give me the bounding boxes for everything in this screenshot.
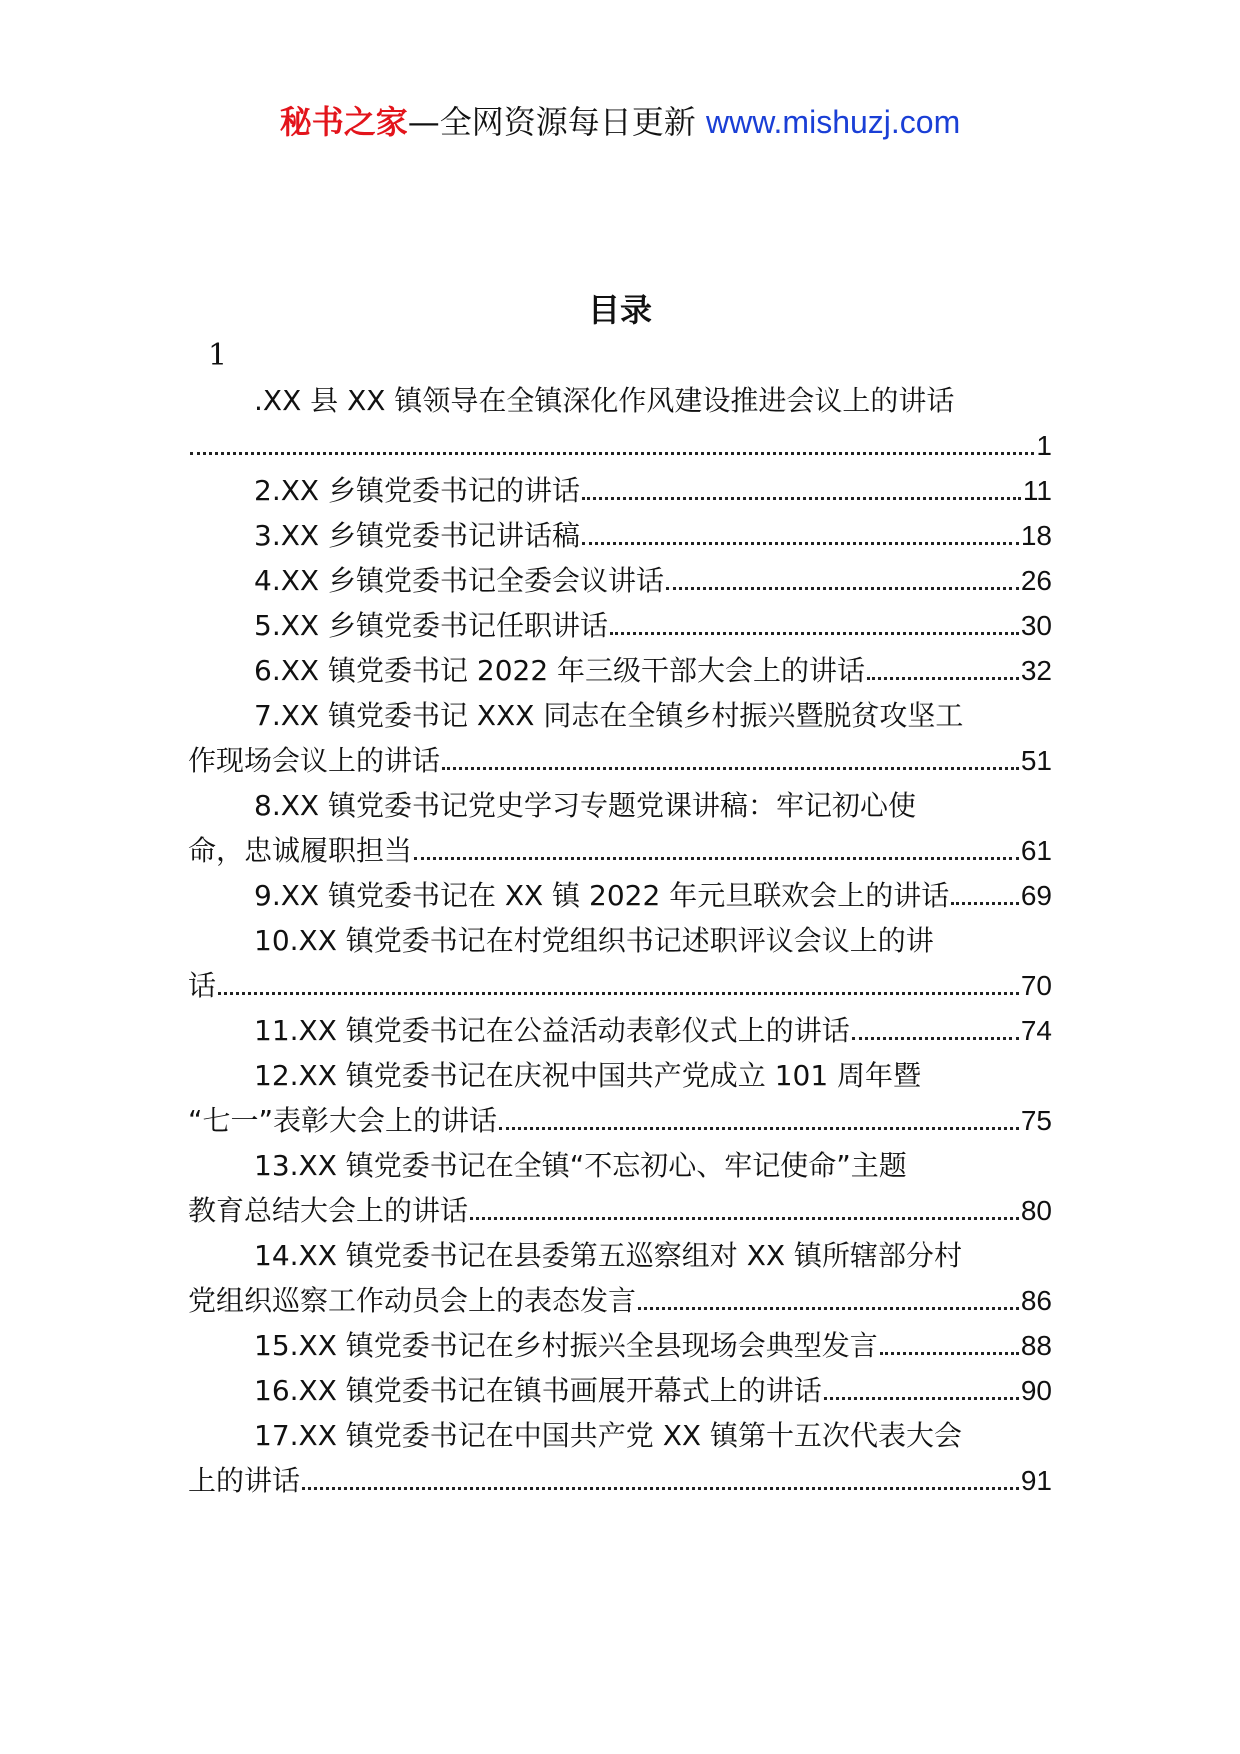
page-title: 目录 [587, 291, 652, 329]
toc-entry-text: 14.XX 镇党委书记在县委第五巡察组对 XX 镇所辖部分村 [254, 1239, 962, 1272]
toc-entry-leader-row [188, 1323, 1052, 1368]
toc-page-number: 74 [1020, 1015, 1052, 1046]
toc-entry[interactable] [188, 1053, 1052, 1143]
toc-entry-leader-row [188, 1188, 1052, 1233]
toc-entry-text: 12.XX 镇党委书记在庆祝中国共产党成立 101 周年暨 [254, 1059, 922, 1092]
toc-entry-leader-row [188, 1278, 1052, 1323]
brand-name: 秘书之家 [279, 103, 408, 141]
toc-entry[interactable] [188, 378, 1052, 468]
header-slogan: —全网资源每日更新 [407, 103, 696, 141]
toc-page-number: 91 [1020, 1465, 1052, 1496]
toc-entry-text: 命，忠诚履职担当 [188, 834, 413, 867]
toc-entry[interactable] [188, 603, 1052, 648]
dot-leader [880, 1352, 1019, 1355]
toc-entry[interactable] [188, 873, 1052, 918]
toc-entry-leader-row [188, 828, 1052, 873]
toc-entry-leader-row [188, 1098, 1052, 1143]
toc-entry[interactable] [188, 1008, 1052, 1053]
toc-entry-leader-row [188, 1458, 1052, 1503]
toc-entry-leader-row [188, 513, 1052, 558]
toc-page-number: 88 [1020, 1330, 1052, 1361]
toc-entry-text: 党组织巡察工作动员会上的表态发言 [188, 1284, 637, 1317]
dot-leader [470, 1217, 1019, 1220]
toc-entries [188, 378, 1052, 1503]
dot-leader [582, 497, 1021, 500]
toc-entry-leader-row [188, 738, 1052, 783]
toc-page-number: 70 [1020, 970, 1052, 1001]
toc-entry[interactable] [188, 783, 1052, 873]
toc-entry[interactable] [188, 1233, 1052, 1323]
dot-leader [190, 452, 1034, 455]
toc-page-number: 51 [1020, 745, 1052, 776]
site-url-link[interactable]: www.mishuzj.com [705, 104, 961, 140]
toc-entry-text: 13.XX 镇党委书记在全镇“不忘初心、牢记使命”主题 [254, 1149, 907, 1182]
toc-page-number: 18 [1020, 520, 1052, 551]
toc-entry-text: 6.XX 镇党委书记 2022 年三级干部大会上的讲话 [254, 654, 866, 687]
toc-entry-text: 教育总结大会上的讲话 [188, 1194, 469, 1227]
dot-leader [442, 767, 1019, 770]
toc-entry-text: 10.XX 镇党委书记在村党组织书记述职评议会议上的讲 [254, 924, 934, 957]
toc-entry-text: .XX 县 XX 镇领导在全镇深化作风建设推进会议上的讲话 [254, 384, 955, 417]
toc-entry-text: 16.XX 镇党委书记在镇书画展开幕式上的讲话 [254, 1374, 822, 1407]
toc-entry-text: 话 [188, 969, 217, 1002]
toc-list-number: 1 [208, 338, 228, 373]
toc-page-number: 30 [1020, 610, 1052, 641]
site-header [0, 100, 1240, 144]
toc-entry-text: 作现场会议上的讲话 [188, 744, 441, 777]
toc-entry[interactable] [188, 1323, 1052, 1368]
toc-entry-text: 3.XX 乡镇党委书记讲话稿 [254, 519, 580, 552]
toc-entry[interactable] [188, 1368, 1052, 1413]
toc-entry[interactable] [188, 1413, 1052, 1503]
toc-entry[interactable] [188, 513, 1052, 558]
dot-leader [218, 992, 1019, 995]
toc-entry-text: 4.XX 乡镇党委书记全委会议讲话 [254, 564, 664, 597]
toc-entry[interactable] [188, 648, 1052, 693]
toc-entry-text: 11.XX 镇党委书记在公益活动表彰仪式上的讲话 [254, 1014, 850, 1047]
toc-page-number: 69 [1020, 880, 1052, 911]
dot-leader [499, 1127, 1019, 1130]
toc-entry[interactable] [188, 468, 1052, 513]
dot-leader [852, 1037, 1019, 1040]
toc-entry-text: 7.XX 镇党委书记 XXX 同志在全镇乡村振兴暨脱贫攻坚工 [254, 699, 964, 732]
toc-entry-leader-row [188, 603, 1052, 648]
toc-page-number: 86 [1020, 1285, 1052, 1316]
toc-entry-leader-row [188, 558, 1052, 603]
toc-entry-leader-row [188, 423, 1052, 468]
dot-leader [867, 677, 1019, 680]
toc-page-number: 80 [1020, 1195, 1052, 1226]
toc-page-number: 26 [1020, 565, 1052, 596]
toc-page-number: 11 [1022, 475, 1052, 506]
toc-page-number: 32 [1020, 655, 1052, 686]
toc-page-number: 1 [1036, 430, 1052, 461]
toc-entry-text: 9.XX 镇党委书记在 XX 镇 2022 年元旦联欢会上的讲话 [254, 879, 950, 912]
toc-entry[interactable] [188, 558, 1052, 603]
toc-page-number: 75 [1020, 1105, 1052, 1136]
toc-entry[interactable] [188, 693, 1052, 783]
toc-entry[interactable] [188, 1143, 1052, 1233]
dot-leader [666, 587, 1019, 590]
toc-entry-leader-row [188, 648, 1052, 693]
toc-page-number: 90 [1020, 1375, 1052, 1406]
dot-leader [610, 632, 1019, 635]
toc-entry-text: 上的讲话 [188, 1464, 301, 1497]
table-of-contents [188, 334, 1052, 1503]
toc-entry-text: 15.XX 镇党委书记在乡村振兴全县现场会典型发言 [254, 1329, 878, 1362]
toc-entry-text: 8.XX 镇党委书记党史学习专题党课讲稿：牢记初心使 [254, 789, 916, 822]
dot-leader [638, 1307, 1019, 1310]
toc-entry-leader-row [188, 468, 1052, 513]
dot-leader [414, 857, 1019, 860]
toc-entry-leader-row [188, 1008, 1052, 1053]
dot-leader [951, 902, 1019, 905]
toc-entry-leader-row [188, 1368, 1052, 1413]
dot-leader [824, 1397, 1019, 1400]
toc-page-number: 61 [1020, 835, 1052, 866]
toc-entry-text: 5.XX 乡镇党委书记任职讲话 [254, 609, 608, 642]
dot-leader [302, 1487, 1019, 1490]
dot-leader [582, 542, 1019, 545]
toc-entry[interactable] [188, 918, 1052, 1008]
toc-entry-text: 2.XX 乡镇党委书记的讲话 [254, 474, 580, 507]
toc-entry-leader-row [188, 963, 1052, 1008]
toc-entry-text: “七一”表彰大会上的讲话 [188, 1104, 498, 1137]
toc-entry-leader-row [188, 873, 1052, 918]
toc-entry-text: 17.XX 镇党委书记在中国共产党 XX 镇第十五次代表大会 [254, 1419, 962, 1452]
